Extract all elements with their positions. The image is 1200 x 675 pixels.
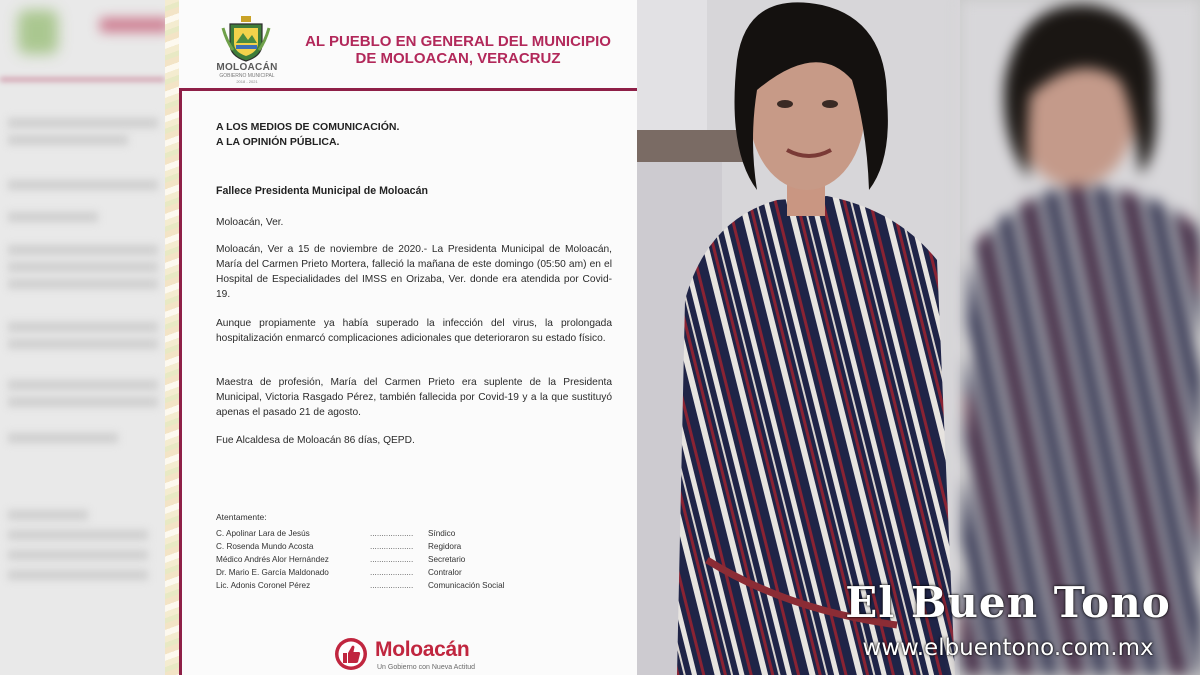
signatory-dots: ................... xyxy=(370,555,414,564)
portrait-illustration xyxy=(637,0,960,675)
blurred-text-line xyxy=(8,570,148,580)
signatory-dots: ................... xyxy=(370,581,414,590)
blurred-text-line xyxy=(8,380,158,390)
headline-line-1: AL PUEBLO EN GENERAL DEL MUNICIPIO xyxy=(305,33,611,50)
signatory-role: Secretario xyxy=(428,555,466,564)
headline-line-2: DE MOLOACAN, VERACRUZ xyxy=(355,50,561,67)
blurred-text-line xyxy=(8,339,158,349)
footer-slogan: Un Gobierno con Nueva Actitud xyxy=(377,664,476,671)
blurred-text-line xyxy=(8,397,158,407)
signatory-name: C. Rosenda Mundo Acosta xyxy=(216,542,314,551)
blurred-text-line xyxy=(8,245,158,255)
release-paragraph-4: Fue Alcaldesa de Moloacán 86 días, QEPD. xyxy=(216,435,415,446)
side-rule xyxy=(179,88,182,675)
address-line-media: A LOS MEDIOS DE COMUNICACIÓN. xyxy=(216,121,400,133)
signatory-role: Síndico xyxy=(428,529,456,538)
press-release-document xyxy=(165,0,637,675)
signatory-row xyxy=(216,555,516,568)
blurred-text-line xyxy=(8,433,118,443)
crest-subtitle: GOBIERNO MUNICIPAL xyxy=(219,73,275,79)
release-title: Fallece Presidenta Municipal de Moloacán xyxy=(216,185,428,197)
signatory-name: Médico Andrés Alor Hernández xyxy=(216,555,329,564)
crest-name: MOLOACÁN xyxy=(216,62,278,73)
release-place: Moloacán, Ver. xyxy=(216,217,284,228)
blurred-text-line xyxy=(8,279,158,289)
blurred-text-line xyxy=(8,212,98,222)
signatory-role: Regidora xyxy=(428,542,462,551)
watermark-brand: El Buen Tono xyxy=(845,578,1171,627)
municipal-crest-icon xyxy=(221,16,271,62)
blurred-text-line xyxy=(8,530,148,540)
blurred-text-line xyxy=(8,510,88,520)
signatory-row xyxy=(216,581,516,594)
signatory-row xyxy=(216,529,516,542)
blurred-text-line xyxy=(8,118,158,128)
blurred-text-line xyxy=(8,180,158,190)
address-line-public: A LA OPINIÓN PÚBLICA. xyxy=(216,136,340,148)
release-paragraph-3: Maestra de profesión, María del Carmen Prieto era suplente de la Presidenta Municipal, Victoria Rasgado Pérez, también fallecida por Covid-19 y a la que sustituyó apenas el pasado 21 de agosto. xyxy=(216,377,612,418)
signatory-row xyxy=(216,542,516,555)
signatory-dots: ................... xyxy=(370,542,414,551)
signoff: Atentamente: xyxy=(216,512,267,522)
blurred-text-line xyxy=(8,322,158,332)
blurred-headline xyxy=(100,18,165,32)
signatory-dots: ................... xyxy=(370,568,414,577)
header-rule xyxy=(179,88,637,91)
blurred-text-line xyxy=(8,262,158,272)
crest-years: 2018 - 2021 xyxy=(236,79,258,84)
signatory-role: Comunicación Social xyxy=(428,581,505,590)
release-paragraph-2: Aunque propiamente ya había superado la infección del virus, la prolongada hospitalización enmarcó complicaciones adicionales que deterioraron su estado físico. xyxy=(216,318,612,344)
signatory-dots: ................... xyxy=(370,529,414,538)
watermark-site-url: www.elbuentono.com.mx xyxy=(862,635,1154,661)
thumbs-up-logo-icon xyxy=(333,636,369,672)
blurred-rule xyxy=(0,78,165,81)
signatory-row xyxy=(216,568,516,581)
blurred-text-line xyxy=(8,135,128,145)
signatory-name: Dr. Mario E. García Maldonado xyxy=(216,568,329,577)
decorative-border xyxy=(165,0,179,675)
signatory-name: C. Apolinar Lara de Jesús xyxy=(216,529,310,538)
release-paragraph-1: Moloacán, Ver a 15 de noviembre de 2020.- La Presidenta Municipal de Moloacán, María del Carmen Prieto Mortera, falleció la mañana de este domingo (05:50 am) en el Hospital de Especialidades del IMSS en Orizaba, Ver. donde era atendida por Covid-19. xyxy=(216,244,612,300)
document-headline xyxy=(283,33,633,67)
blurred-portrait-illustration xyxy=(960,0,1200,675)
signatory-role: Contralor xyxy=(428,568,462,577)
blurred-crest xyxy=(18,10,58,54)
blurred-text-line xyxy=(8,550,148,560)
blurred-document-edge xyxy=(0,0,165,675)
portrait-photo xyxy=(637,0,960,675)
signatory-name: Lic. Adonis Coronel Pérez xyxy=(216,581,311,590)
blurred-portrait-background xyxy=(960,0,1200,675)
footer-brand-name: Moloacán xyxy=(375,638,470,661)
